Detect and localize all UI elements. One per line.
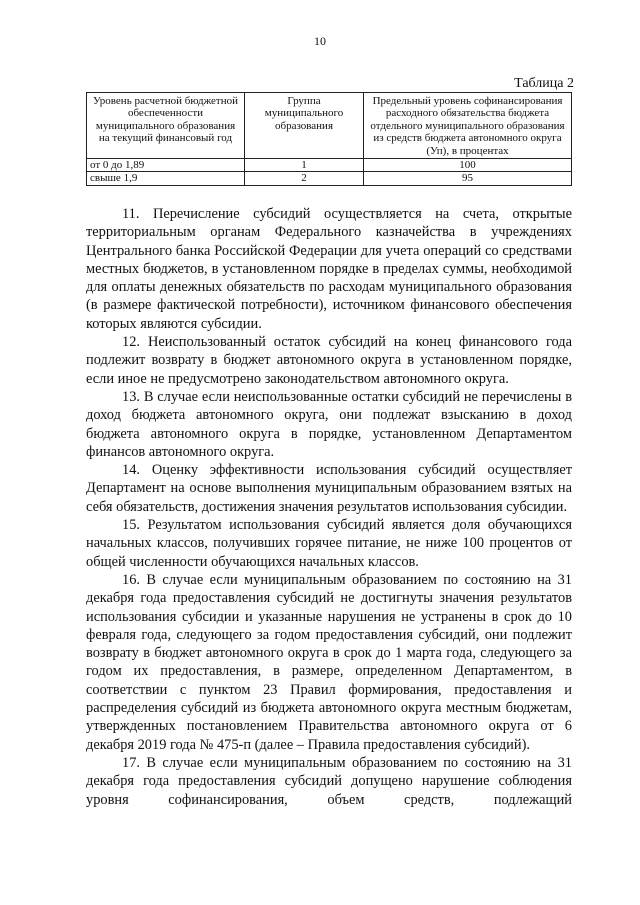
table-caption: Таблица 2 bbox=[514, 76, 574, 91]
table-cell: 1 bbox=[245, 159, 364, 172]
document-body bbox=[86, 205, 572, 809]
table-cell: 2 bbox=[245, 172, 364, 185]
subsidy-level-table bbox=[86, 92, 572, 186]
table-row bbox=[87, 172, 572, 185]
table-cell: свыше 1,9 bbox=[87, 172, 245, 185]
paragraph-13: 13. В случае если неиспользованные остатки субсидий не перечислены в доход бюджета автономного округа, они подлежат взысканию в доход бюджета автономного округа в порядке, установленном Департаментом финансов автономного округа. bbox=[86, 388, 572, 460]
paragraph-14: 14. Оценку эффективности использования субсидий осуществляет Департамент на основе выполнения муниципальным образованием взятых на себя обязательств, достижения значения результатов использования субсидии. bbox=[86, 462, 572, 515]
paragraph-11: 11. Перечисление субсидий осуществляется на счета, открытые территориальным органам Федерального казначейства в учреждениях Центрального банка Российской Федерации для учета операций со средствами местных бюджетов, в установленном порядке в пределах суммы, необходимой для оплаты денежных обязательств по расходам муниципального образования (в размере фактической потребности), источником финансового обеспечения которых являются субсидии. bbox=[86, 206, 572, 332]
paragraph-17: 17. В случае если муниципальным образованием по состоянию на 31 декабря года предоставления субсидий допущено нарушение соблюдения уровня софинансирования, объем средств, подлежащий bbox=[86, 754, 572, 808]
table-header-row bbox=[87, 93, 572, 159]
table-cell: от 0 до 1,89 bbox=[87, 159, 245, 172]
table-header-cell: Группа муниципального образования bbox=[245, 93, 364, 159]
table-cell: 100 bbox=[364, 159, 572, 172]
table-header-cell: Предельный уровень софинансирования расходного обязательства бюджета отдельного муниципального образования из средств бюджета автономного округа (Уп), в процентах bbox=[364, 93, 572, 159]
table-header-cell: Уровень расчетной бюджетной обеспеченности муниципального образования на текущий финансовый год bbox=[87, 93, 245, 159]
paragraph-16: 16. В случае если муниципальным образованием по состоянию на 31 декабря года предоставления субсидий не достигнуты значения результатов использования субсидии и указанные нарушения не устранены в срок до 10 февраля года, следующего за годом предоставления субсидий, они подлежит возврату в бюджет автономного округа в срок до 1 марта года, следующего за годом их предоставления, в размере, определенном Департаментом, в соответствии с пунктом 23 Правил формирования, предоставления и распределения субсидий из бюджета автономного округа местным бюджетам, утвержденных постановлением Правительства автономного округа от 6 декабря 2019 года № 475-п (далее – Правила предоставления субсидий). bbox=[86, 571, 572, 753]
paragraph-15: 15. Результатом использования субсидий является доля обучающихся начальных классов, получивших горячее питание, не ниже 100 процентов от общей численности обучающихся начальных классов. bbox=[86, 517, 572, 570]
table-row bbox=[87, 159, 572, 172]
page-number: 10 bbox=[314, 34, 326, 48]
table-cell: 95 bbox=[364, 172, 572, 185]
paragraph-12: 12. Неиспользованный остаток субсидий на конец финансового года подлежит возврату в бюджет автономного округа в установленном порядке, если иное не предусмотрено законодательством автономного округа. bbox=[86, 334, 572, 387]
